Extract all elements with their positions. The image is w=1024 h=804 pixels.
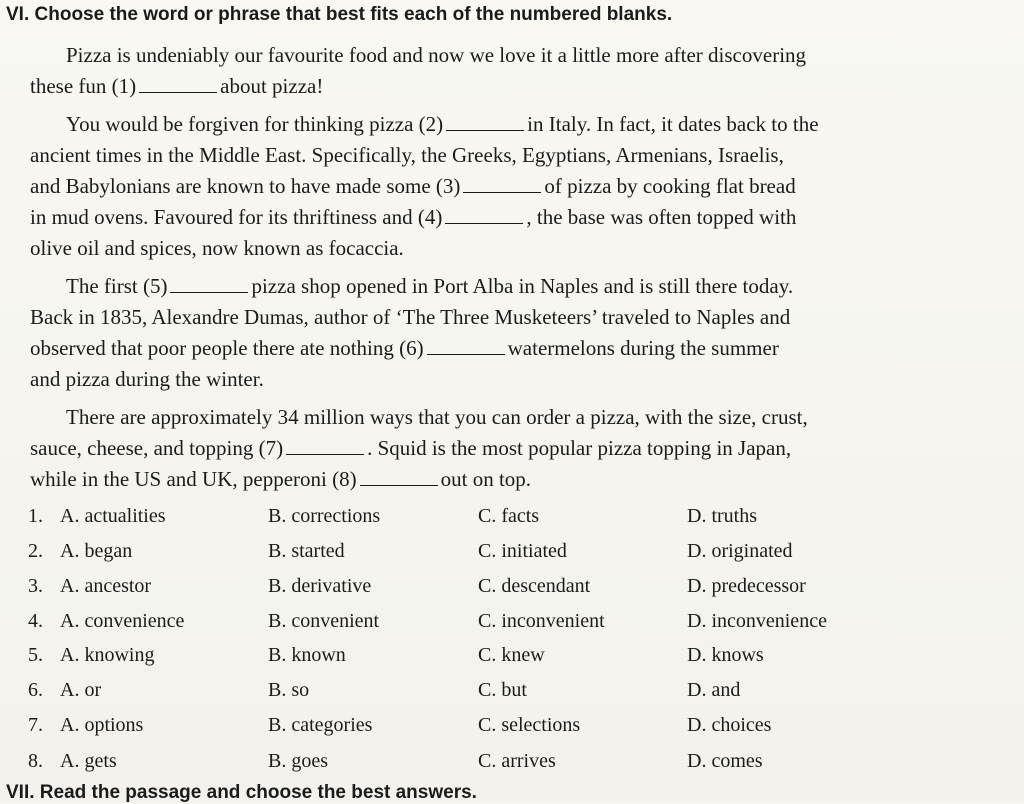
passage-line <box>30 304 790 330</box>
passage-text: pizza shop opened in Port Alba in Naples and is still there today. <box>251 274 794 298</box>
blank-6 <box>427 338 505 355</box>
passage-line <box>66 42 806 68</box>
passage-text: There are approximately 34 million ways that you can order a pizza, with the size, crust, <box>66 405 808 429</box>
question-number: 5. <box>28 644 43 666</box>
option-c: C. but <box>478 679 527 701</box>
passage-text: . Squid is the most popular pizza topping in Japan, <box>367 436 792 460</box>
passage-line <box>66 111 819 137</box>
option-d: D. comes <box>687 750 763 772</box>
option-d: D. knows <box>687 644 764 666</box>
blank-2 <box>446 114 524 131</box>
passage-text: The first (5) <box>66 274 168 298</box>
passage-text: in Italy. In fact, it dates back to the <box>527 112 819 136</box>
option-b: B. categories <box>268 714 373 736</box>
option-a: A. or <box>60 679 102 701</box>
section-heading: VII. Read the passage and choose the best answers. <box>6 782 477 803</box>
passage-line <box>30 204 796 230</box>
passage-text: Pizza is undeniably our favourite food and now we love it a little more after discovering <box>66 43 807 67</box>
question-number: 2. <box>28 540 43 562</box>
passage-text: and Babylonians are known to have made some (3) <box>30 174 461 198</box>
option-d: D. truths <box>687 505 757 527</box>
option-b: B. convenient <box>268 610 380 632</box>
option-d: D. originated <box>687 540 793 562</box>
option-d: D. and <box>687 679 741 701</box>
passage-text: out on top. <box>440 467 532 491</box>
question-number: 8. <box>28 750 43 772</box>
passage-text: You would be forgiven for thinking pizza (2) <box>66 112 444 136</box>
question-number: 1. <box>28 505 43 527</box>
passage-line <box>30 173 796 199</box>
option-b: B. known <box>268 644 346 666</box>
option-d: D. inconvenience <box>687 610 827 632</box>
option-c: C. initiated <box>478 540 567 562</box>
question-number: 4. <box>28 610 43 632</box>
section-heading: VI. Choose the word or phrase that best fits each of the numbered blanks. <box>6 4 673 25</box>
passage-line <box>66 273 793 299</box>
option-c: C. selections <box>478 714 581 736</box>
option-a: A. convenience <box>60 610 185 632</box>
passage-text: and pizza during the winter. <box>30 367 264 391</box>
option-a: A. actualities <box>60 505 166 527</box>
passage-text: about pizza! <box>220 74 324 98</box>
blank-5 <box>170 276 248 293</box>
option-c: C. inconvenient <box>478 610 605 632</box>
passage-text: of pizza by cooking flat bread <box>544 174 796 198</box>
option-d: D. choices <box>687 714 772 736</box>
option-b: B. so <box>268 679 310 701</box>
option-c: C. descendant <box>478 575 591 597</box>
passage-text: olive oil and spices, now known as focaccia. <box>30 236 404 260</box>
passage-line <box>30 366 264 392</box>
option-d: D. predecessor <box>687 575 806 597</box>
blank-4 <box>445 207 523 224</box>
passage-line <box>30 335 779 361</box>
blank-3 <box>463 176 541 193</box>
passage-text: in mud ovens. Favoured for its thriftiness and (4) <box>30 205 443 229</box>
passage-text: ancient times in the Middle East. Specifically, the Greeks, Egyptians, Armenians, Israelis, <box>30 143 784 167</box>
passage-text: , the base was often topped with <box>526 205 797 229</box>
option-c: C. knew <box>478 644 545 666</box>
option-b: B. started <box>268 540 345 562</box>
option-a: A. knowing <box>60 644 155 666</box>
passage-line <box>30 435 791 461</box>
passage-line <box>30 73 323 99</box>
option-a: A. options <box>60 714 144 736</box>
option-a: A. ancestor <box>60 575 152 597</box>
passage-line <box>66 404 808 430</box>
question-number: 7. <box>28 714 43 736</box>
question-number: 6. <box>28 679 43 701</box>
passage-text: while in the US and UK, pepperoni (8) <box>30 467 357 491</box>
option-a: A. gets <box>60 750 117 772</box>
blank-1 <box>139 76 217 93</box>
option-b: B. derivative <box>268 575 372 597</box>
option-c: C. facts <box>478 505 540 527</box>
passage-line <box>30 142 784 168</box>
passage-text: these fun (1) <box>30 74 137 98</box>
option-b: B. corrections <box>268 505 381 527</box>
passage-text: watermelons during the summer <box>507 336 779 360</box>
passage-text: sauce, cheese, and topping (7) <box>30 436 284 460</box>
blank-8 <box>360 469 438 486</box>
question-number: 3. <box>28 575 43 597</box>
passage-text: observed that poor people there ate nothing (6) <box>30 336 424 360</box>
passage-line <box>30 235 404 261</box>
passage-line <box>30 466 531 492</box>
option-b: B. goes <box>268 750 328 772</box>
passage-text: Back in 1835, Alexandre Dumas, author of ‘The Three Musketeers’ traveled to Naples and <box>30 305 791 329</box>
option-c: C. arrives <box>478 750 556 772</box>
option-a: A. began <box>60 540 133 562</box>
blank-7 <box>286 438 364 455</box>
